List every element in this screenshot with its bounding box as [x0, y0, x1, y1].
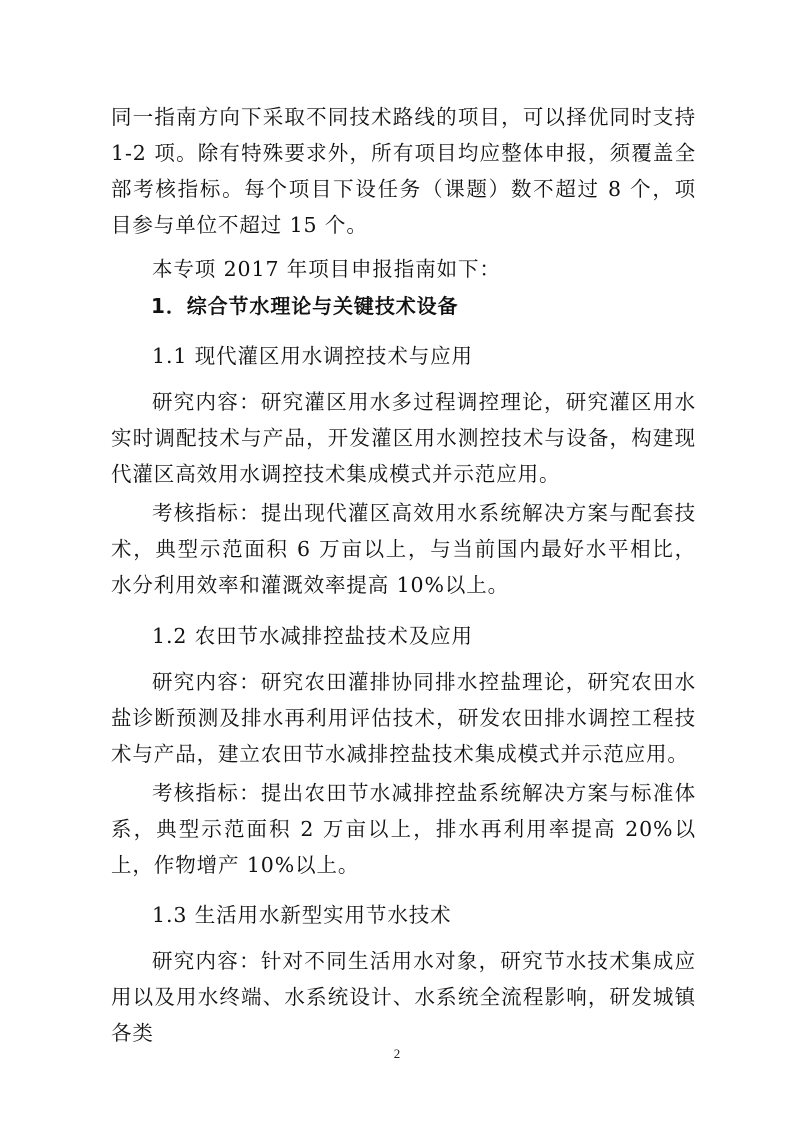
paragraph-1-1-research: 研究内容：研究灌区用水多过程调控理论，研究灌区用水实时调配技术与产品，开发灌区用水测控技术与设备，构建现代灌区高效用水调控技术集成模式并示范应用。: [111, 390, 696, 486]
paragraph-1-3-research: 研究内容：针对不同生活用水对象，研究节水技术集成应用以及用水终端、水系统设计、水系统全流程影响，研发城镇各类: [111, 949, 696, 1045]
section-heading-1: 1．综合节水理论与关键技术设备: [151, 294, 459, 318]
subsection-heading-1-2: 1.2 农田节水减排控盐技术及应用: [152, 624, 473, 648]
subsection-heading-1-3: 1.3 生活用水新型实用节水技术: [152, 903, 452, 927]
subsection-heading-1-1: 1.1 现代灌区用水调控技术与应用: [152, 344, 473, 368]
paragraph-guide-intro: 本专项 2017 年项目申报指南如下：: [152, 257, 501, 281]
paragraph-1-2-assessment: 考核指标：提出农田节水减排控盐系统解决方案与标准体系，典型示范面积 2 万亩以上，排水再利用率提高 20%以上，作物增产 10%以上。: [111, 781, 696, 877]
paragraph-project-selection: 同一指南方向下采取不同技术路线的项目，可以择优同时支持 1-2 项。除有特殊要求外，所有项目均应整体申报，须覆盖全部考核指标。每个项目下设任务（课题）数不超过 8 个，项目参与单位不超过 15 个。: [111, 105, 696, 237]
page-number: 2: [393, 1046, 401, 1061]
paragraph-1-1-assessment: 考核指标：提出现代灌区高效用水系统解决方案与配套技术，典型示范面积 6 万亩以上，与当前国内最好水平相比，水分利用效率和灌溉效率提高 10%以上。: [111, 501, 696, 597]
paragraph-1-2-research: 研究内容：研究农田灌排协同排水控盐理论，研究农田水盐诊断预测及排水再利用评估技术，研发农田排水调控工程技术与产品，建立农田节水减排控盐技术集成模式并示范应用。: [111, 670, 696, 766]
